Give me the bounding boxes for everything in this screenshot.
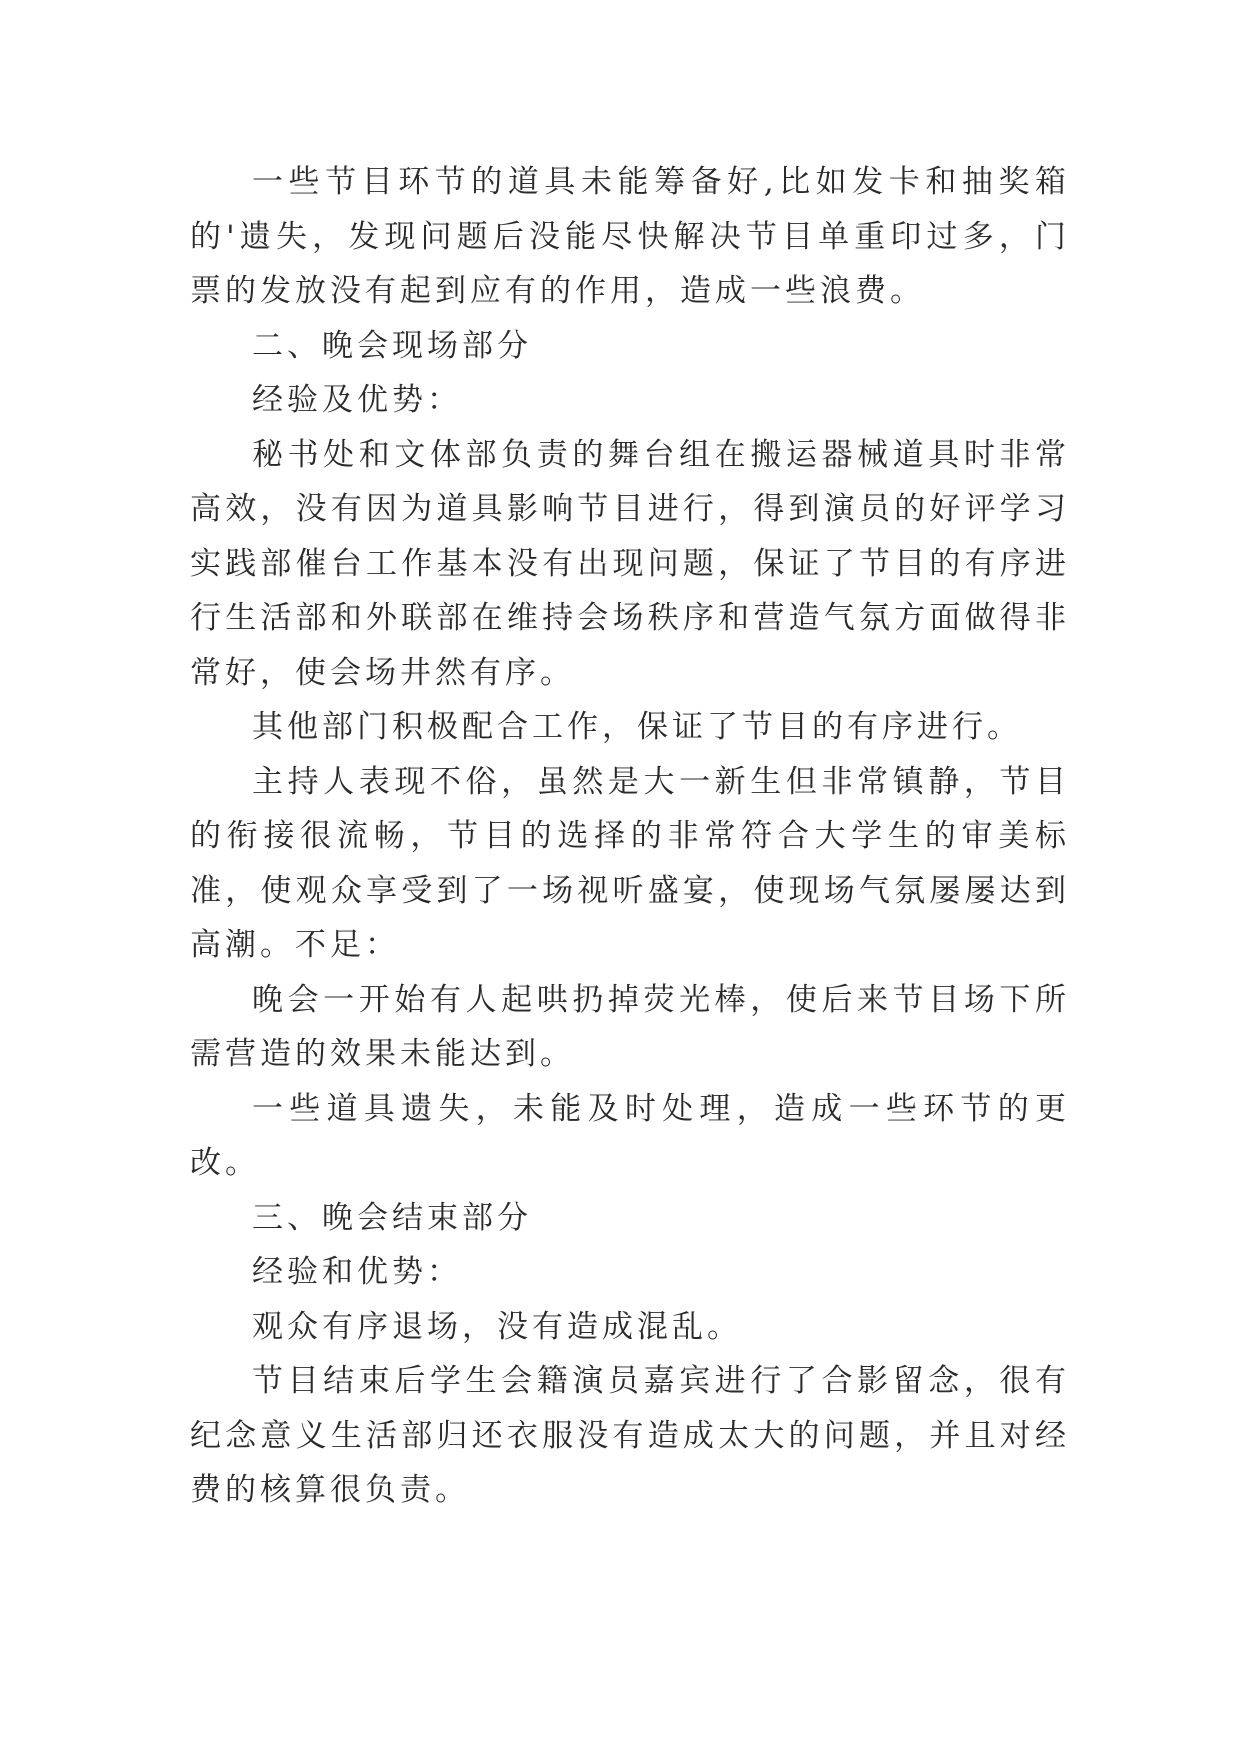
paragraph-stage-team: 秘书处和文体部负责的舞台组在搬运器械道具时非常高效，没有因为道具影响节目进行，得到演员的好评学习实践部催台工作基本没有出现问题，保证了节目的有序进行生活部和外联部在维持会场秩序和营造气氛方面做得非常好，使会场井然有序。 <box>190 436 1070 691</box>
section-heading-event-end: 三、晚会结束部分 <box>252 1199 532 1236</box>
paragraph-lost-props: 一些道具遗失，未能及时处理，造成一些环节的更改。 <box>190 1090 1070 1181</box>
section-heading-live-event: 二、晚会现场部分 <box>252 327 532 364</box>
paragraph-glowsticks: 晚会一开始有人起哄扔掉荧光棒，使后来节目场下所需营造的效果未能达到。 <box>190 981 1070 1072</box>
paragraph-props-issues: 一些节目环节的道具未能筹备好,比如发卡和抽奖箱的'遗失，发现问题后没能尽快解决节目单重印过多，门票的发放没有起到应有的作用，造成一些浪费。 <box>190 164 1070 309</box>
subheading-experience-advantages-2: 经验和优势： <box>252 1254 462 1290</box>
document-body <box>190 155 1070 1518</box>
paragraph-other-departments: 其他部门积极配合工作，保证了节目的有序进行。 <box>252 709 1022 745</box>
paragraph-audience-exit: 观众有序退场，没有造成混乱。 <box>252 1308 742 1345</box>
paragraph-hosts: 主持人表现不俗，虽然是大一新生但非常镇静，节目的衔接很流畅，节目的选择的非常符合大学生的审美标准，使观众享受到了一场视听盛宴，使现场气氛屡屡达到高潮。不足： <box>190 763 1070 963</box>
paragraph-group-photo: 节目结束后学生会籍演员嘉宾进行了合影留念，很有纪念意义生活部归还衣服没有造成太大的问题，并且对经费的核算很负责。 <box>190 1363 1070 1508</box>
subheading-experience-advantages: 经验及优势： <box>252 382 462 418</box>
